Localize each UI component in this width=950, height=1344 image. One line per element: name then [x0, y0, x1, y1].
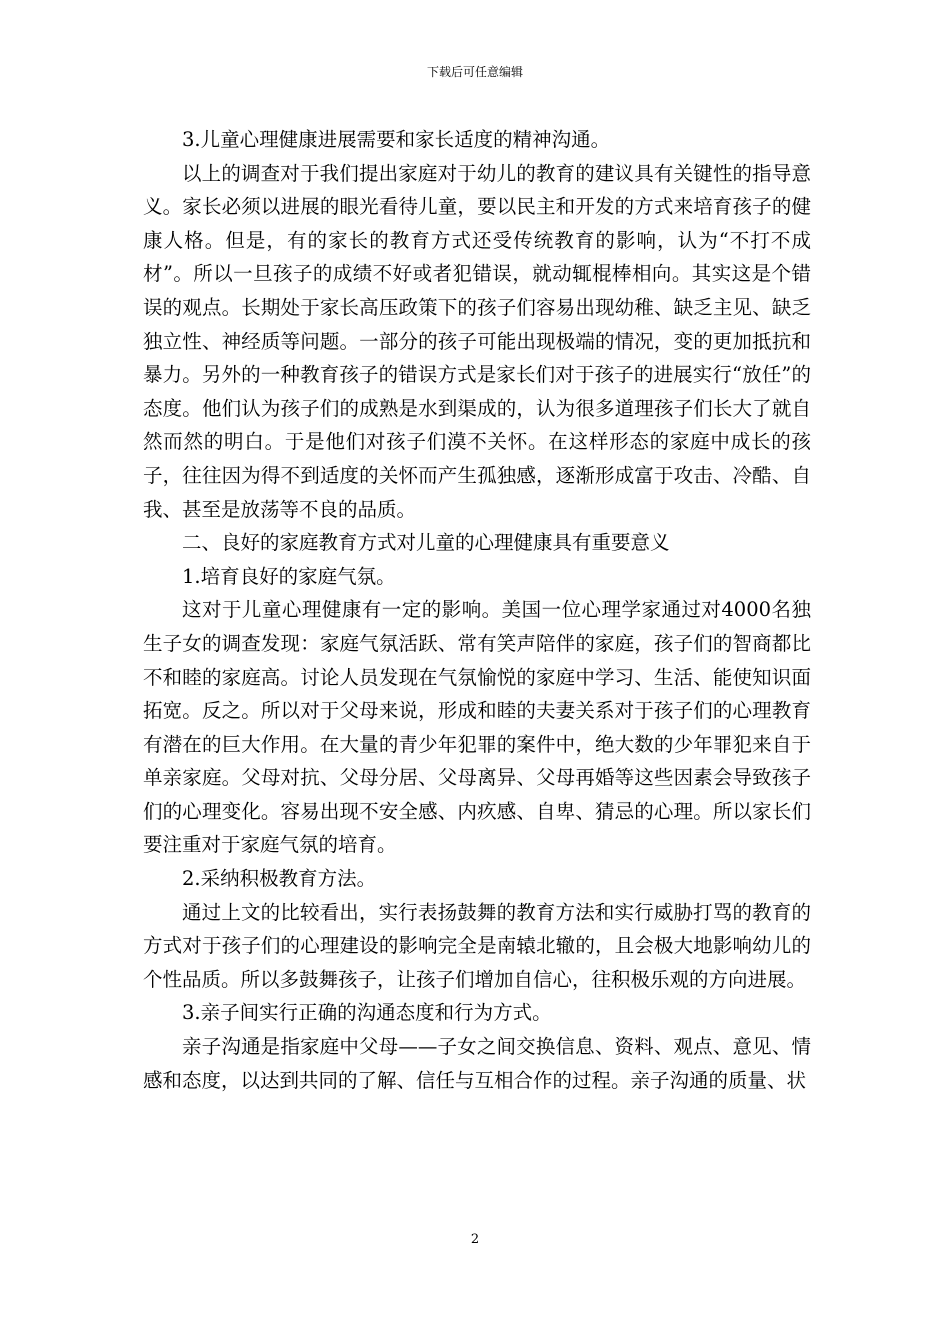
paragraph: 亲子沟通是指家庭中父母——子女之间交换信息、资料、观点、意见、情感和态度，以达到共同的了解、信任与互相合作的过程。亲子沟通的质量、状: [143, 1035, 811, 1092]
page-header: 下载后可任意编辑: [426, 65, 523, 79]
paragraph: 这对于儿童心理健康有一定的影响。美国一位心理学家通过对4000名独生子女的调查发现：家庭气氛活跃、常有笑声陪伴的家庭，孩子们的智商都比不和睦的家庭高。讨论人员发现在气氛愉悦的家庭中学习、生活、能使知识面拓宽。反之。所以对于父母来说，形成和睦的夫妻关系对于孩子们的心理教育有潜在的巨大作用。在大量的青少年犯罪的案件中，绝大数的少年罪犯来自于单亲家庭。父母对抗、父母分居、父母离异、父母再婚等这些因素会导致孩子们的心理变化。容易出现不安全感、内疚感、自卑、猜忌的心理。所以家长们要注重对于家庭气氛的培育。: [143, 598, 811, 857]
page-number: 2: [470, 1232, 480, 1247]
paragraph: 通过上文的比较看出，实行表扬鼓舞的教育方法和实行威胁打骂的教育的方式对于孩子们的心理建设的影响完全是南辕北辙的，且会极大地影响幼儿的个性品质。所以多鼓舞孩子，让孩子们增加自信心，往积极乐观的方向进展。: [143, 900, 811, 991]
body-text: [143, 123, 811, 1097]
paragraph: 3.儿童心理健康进展需要和家长适度的精神沟通。: [182, 128, 611, 151]
paragraph: 以上的调查对于我们提出家庭对于幼儿的教育的建议具有关键性的指导意义。家长必须以进展的眼光看待儿童，要以民主和开发的方式来培育孩子的健康人格。但是，有的家长的教育方式还受传统教育的影响，认为“不打不成材”。所以一旦孩子的成绩不好或者犯错误，就动辄棍棒相向。其实这是个错误的观点。长期处于家长高压政策下的孩子们容易出现幼稚、缺乏主见、缺乏独立性、神经质等问题。一部分的孩子可能出现极端的情况，变的更加抵抗和暴力。另外的一种教育孩子的错误方式是家长们对于孩子的进展实行“放任”的态度。他们认为孩子们的成熟是水到渠成的，认为很多道理孩子们长大了就自然而然的明白。于是他们对孩子们漠不关怀。在这样形态的家庭中成长的孩子，往往因为得不到适度的关怀而产生孤独感，逐渐形成富于攻击、冷酷、自我、甚至是放荡等不良的品质。: [143, 161, 811, 521]
subheading: 1.培育良好的家庭气氛。: [182, 564, 396, 588]
subheading: 2.采纳积极教育方法。: [182, 867, 377, 891]
section-heading: 二、良好的家庭教育方式对儿童的心理健康具有重要意义: [182, 531, 670, 555]
subheading: 3.亲子间实行正确的沟通态度和行为方式。: [182, 1001, 552, 1025]
